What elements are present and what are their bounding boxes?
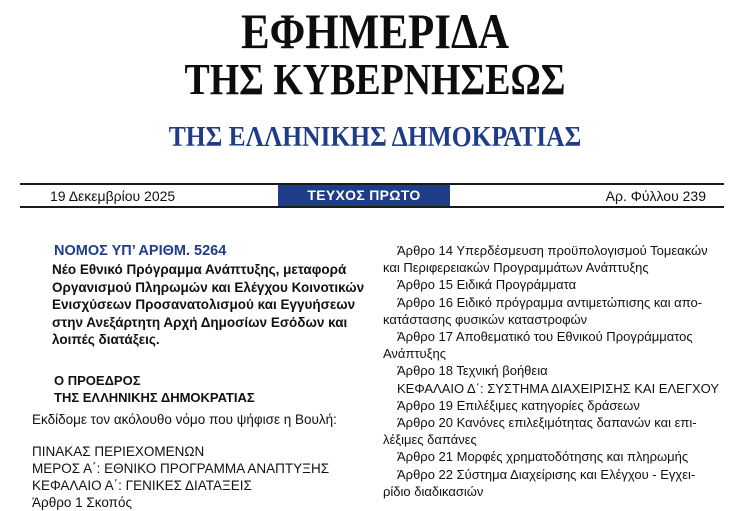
law-description: Νέο Εθνικό Πρόγραμμα Ανάπτυξης, μεταφορά Οργανισμού Πληρωμών και Ελέγχου Κοινοτικών Ενισχύσεων Προσανατολισμού και Εγγυήσεων στην Ανεξάρτητη Αρχή Δημοσίων Εσόδων και λοιπές διατάξεις. <box>52 262 365 347</box>
toc-entry-line: Άρθρο 21 Μορφές χρηματοδότησης και πληρωμής <box>397 449 689 465</box>
issue-bar-bottom-rule <box>20 206 724 208</box>
toc-title: ΠΙΝΑΚΑΣ ΠΕΡΙΕΧΟΜΕΝΩΝ <box>32 444 205 459</box>
masthead-subtitle: ΤΗΣ ΕΛΛΗΝΙΚΗΣ ΔΗΜΟΚΡΑΤΙΑΣ <box>168 121 582 153</box>
issue-date: 19 Δεκεμβρίου 2025 <box>50 188 176 204</box>
toc-entry-line: ΚΕΦΑΛΑΙΟ Δ΄: ΣΥΣΤΗΜΑ ΔΙΑΧΕΙΡΙΣΗΣ ΚΑΙ ΕΛΕΓΧΟΥ <box>397 380 720 396</box>
toc-entry-line: λέξιμες δαπάνες <box>383 432 477 448</box>
toc-article-1: Άρθρο 1 Σκοπός <box>32 495 132 510</box>
masthead-title-line2: ΤΗΣ ΚΥΒΕΡΝΗΣΕΩΣ <box>184 55 566 104</box>
toc-entry-line: Άρθρο 18 Τεχνική βοήθεια <box>397 363 548 379</box>
toc-part-a: ΜΕΡΟΣ Α΄: ΕΘΝΙΚΟ ΠΡΟΓΡΑΜΜΑ ΑΝΑΠΤΥΞΗΣ <box>32 461 330 476</box>
toc-entry-line: Ανάπτυξης <box>383 346 446 362</box>
enactment-text: Εκδίδομε τον ακόλουθο νόμο που ψήφισε η Βουλή: <box>32 412 337 427</box>
president-heading: Ο ΠΡΟΕΔΡΟΣ <box>54 373 141 388</box>
toc-entry-line: Άρθρο 22 Σύστημα Διαχείρισης και Ελέγχου - Εγχει- <box>397 466 696 482</box>
toc-entry-line: Άρθρο 16 Ειδικό πρόγραμμα αντιμετώπισης και απο- <box>397 294 703 310</box>
toc-chapter-a: ΚΕΦΑΛΑΙΟ Α΄: ΓΕΝΙΚΕΣ ΔΙΑΤΑΞΕΙΣ <box>32 478 252 493</box>
masthead-title-line1: ΕΦΗΜΕΡΙΔΑ <box>240 3 510 59</box>
toc-entry-line: Άρθρο 20 Κανόνες επιλεξιμότητας δαπανών και επι- <box>397 415 697 431</box>
toc-entry-line: και Περιφερειακών Προγραμμάτων Ανάπτυξης <box>383 260 649 276</box>
president-heading-line2: ΤΗΣ ΕΛΛΗΝΙΚΗΣ ΔΗΜΟΚΡΑΤΙΑΣ <box>54 390 255 405</box>
toc-entry-line: Άρθρο 15 Ειδικά Προγράμματα <box>397 277 577 293</box>
toc-entry-line: ρίδιο διαδικασιών <box>383 483 484 499</box>
toc-right-column <box>383 242 723 500</box>
toc-entry-line: κατάστασης φυσικών καταστροφών <box>383 311 588 327</box>
law-title: ΝΟΜΟΣ ΥΠ’ ΑΡΙΘΜ. 5264 <box>54 243 227 259</box>
toc-entry-line: Άρθρο 19 Επιλέξιμες κατηγορίες δράσεων <box>397 397 640 413</box>
toc-entry-line: Άρθρο 17 Αποθεματικό του Εθνικού Προγράμματος <box>397 329 693 345</box>
sheet-number: Αρ. Φύλλου 239 <box>605 188 706 204</box>
issue-label: ΤΕΥΧΟΣ ΠΡΩΤΟ <box>278 185 450 206</box>
toc-entry-line: Άρθρο 14 Υπερδέσμευση προϋπολογισμού Τομεακών <box>397 243 708 258</box>
